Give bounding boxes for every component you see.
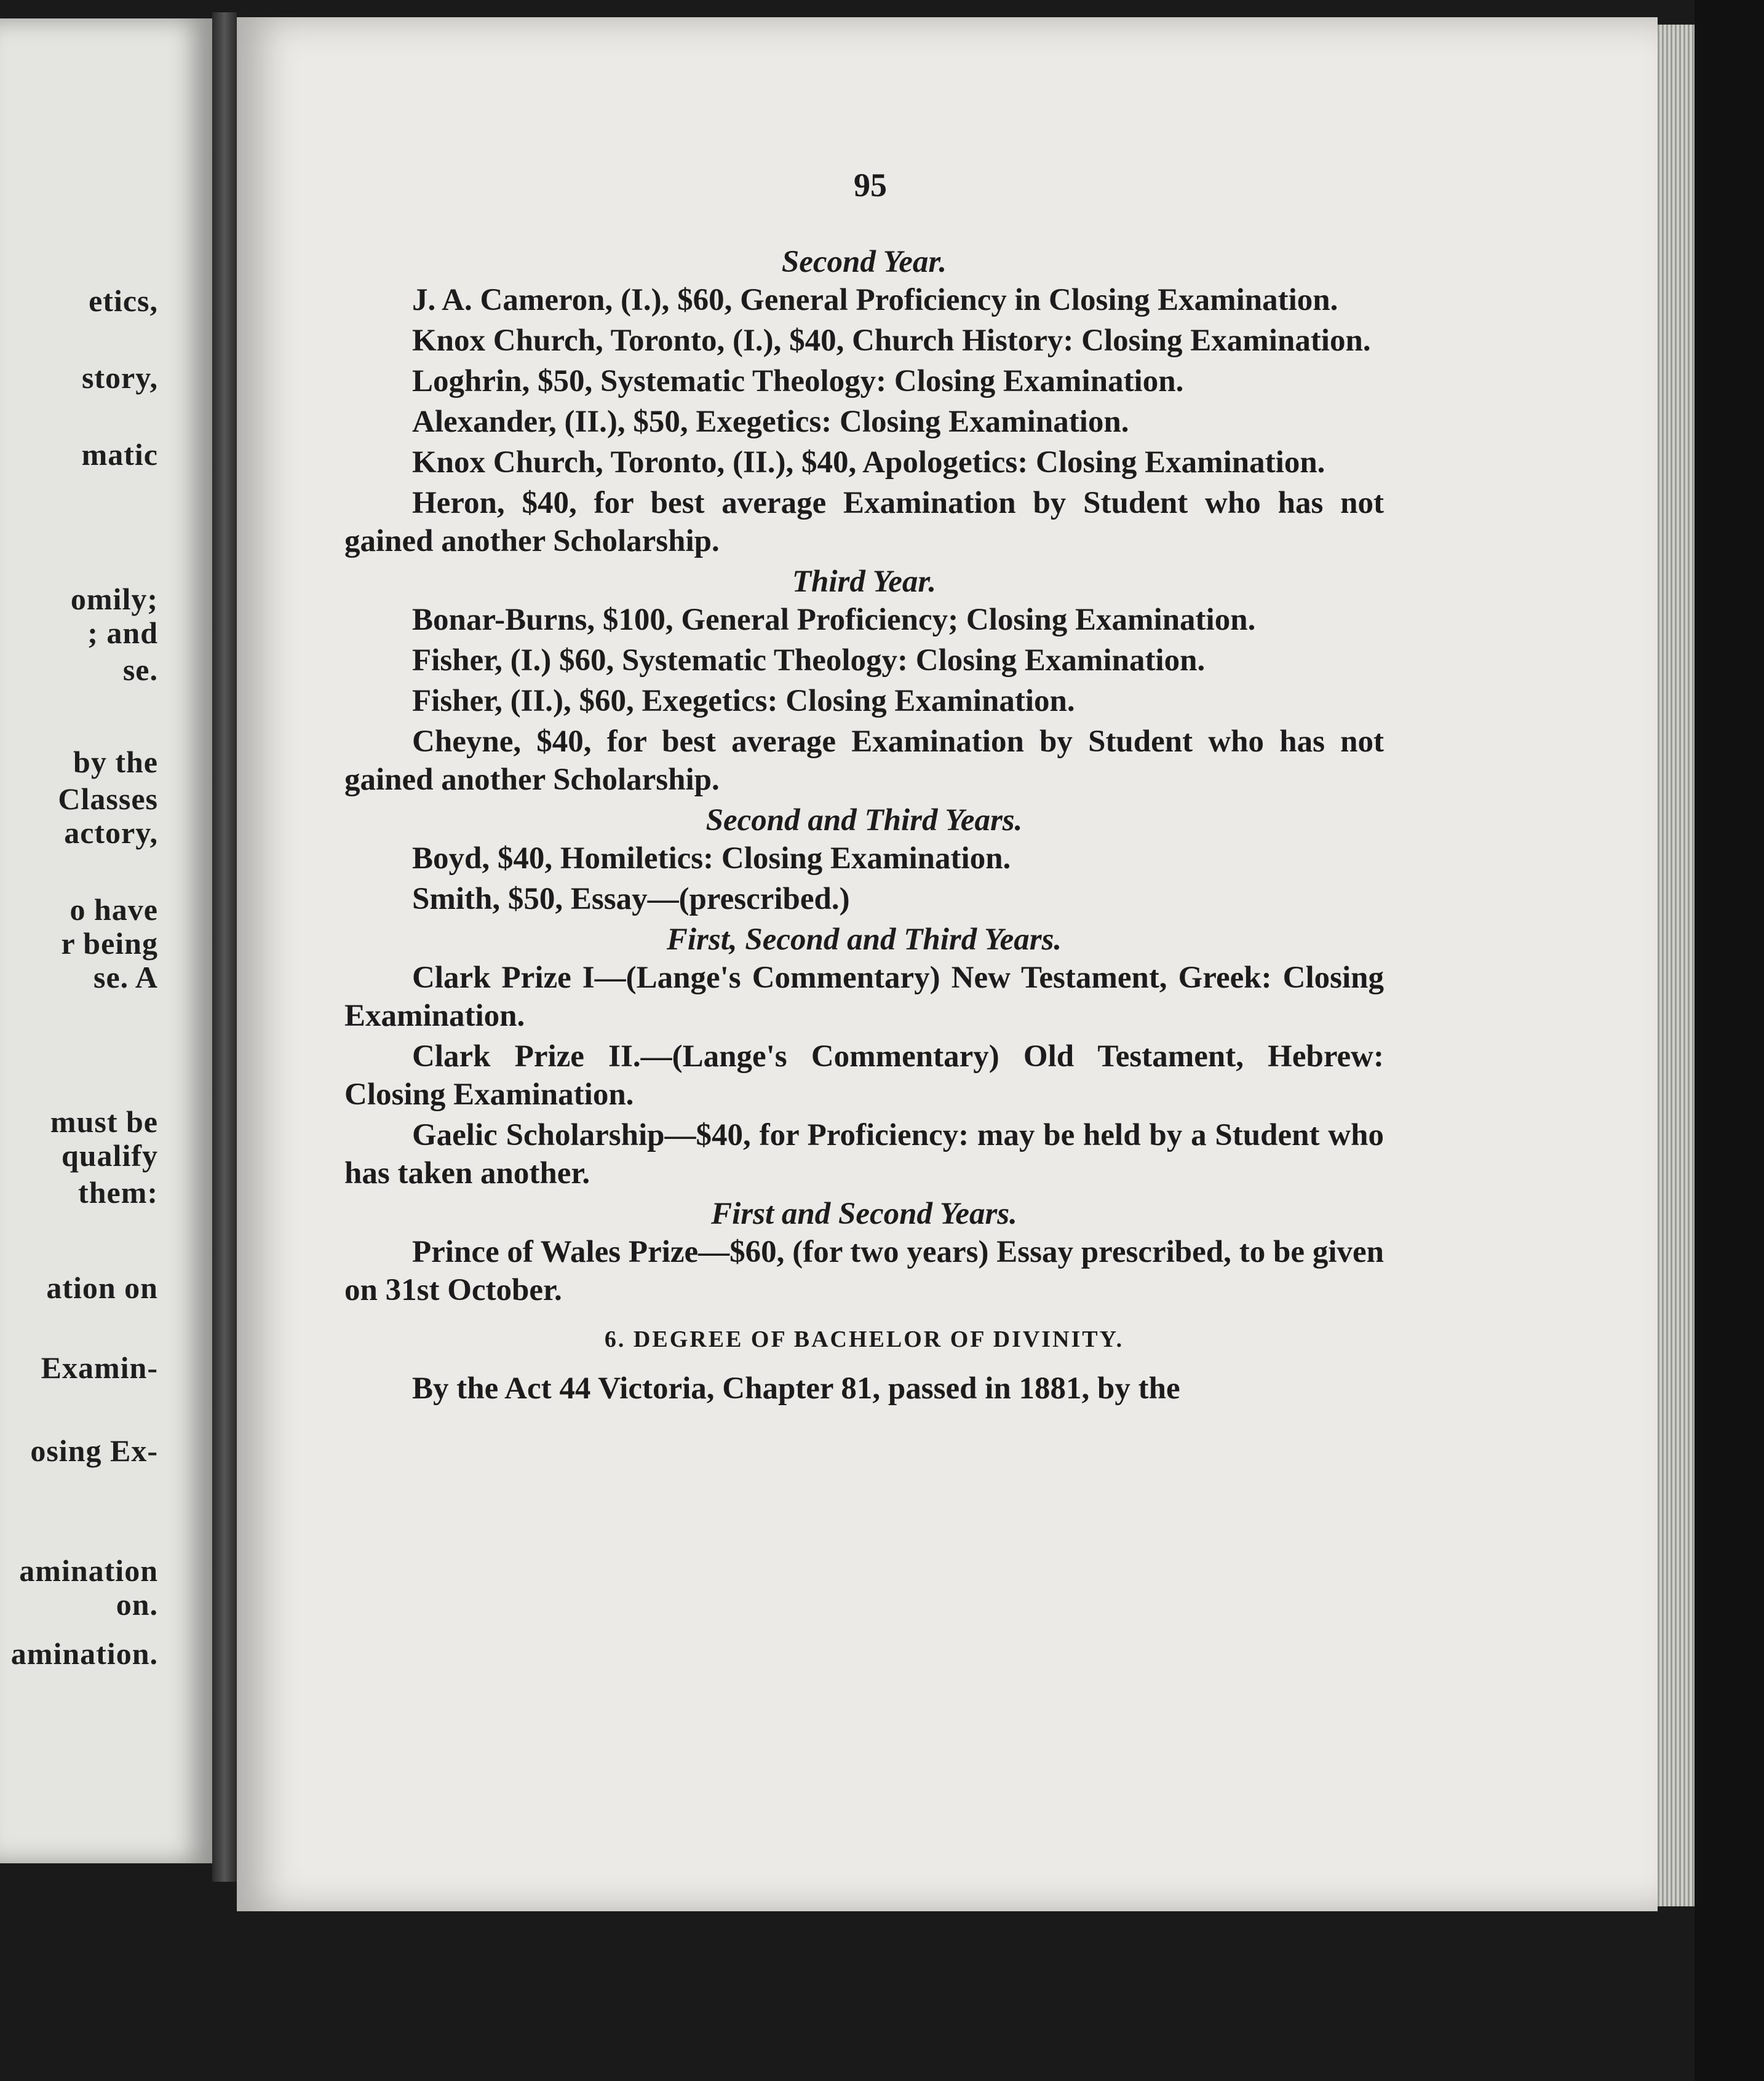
left-text-line: story, xyxy=(81,360,158,395)
scholarship-entry: Gaelic Scholarship—$40, for Proficiency: may be held by a Student who has taken another. xyxy=(344,1118,1384,1191)
left-text-line: o have xyxy=(70,892,158,927)
left-text-line: amination. xyxy=(10,1636,158,1671)
scholarship-entry: Fisher, (I.) $60, Systematic Theology: Closing Examination. xyxy=(412,643,1206,678)
scholarship-entry: Prince of Wales Prize—$60, (for two years) Essay prescribed, to be given on 31st October. xyxy=(344,1235,1384,1307)
left-text-line: actory, xyxy=(64,815,158,850)
scholarship-entry: Heron, $40, for best average Examination by Student who has not gained another Scholarship. xyxy=(344,486,1384,558)
left-text-line: ; and xyxy=(87,616,158,650)
left-text-line: must be xyxy=(50,1104,158,1139)
scholarship-entry: J. A. Cameron, (I.), $60, General Proficiency in Closing Examination. xyxy=(412,283,1338,317)
scholarship-entry: Clark Prize I—(Lange's Commentary) New Testament, Greek: Closing Examination. xyxy=(344,961,1384,1033)
scholarship-entry: Bonar-Burns, $100, General Proficiency; Closing Examination. xyxy=(412,603,1256,637)
book-gutter xyxy=(212,12,237,1882)
scholarship-entry: Alexander, (II.), $50, Exegetics: Closing Examination. xyxy=(412,405,1129,439)
degree-section-text: By the Act 44 Victoria, Chapter 81, passed in 1881, by the xyxy=(412,1371,1180,1406)
section-heading: Second and Third Years. xyxy=(705,803,1023,838)
section-heading: First and Second Years. xyxy=(711,1197,1017,1231)
left-text-line: Examin- xyxy=(41,1350,158,1385)
left-text-line: ation on xyxy=(46,1270,158,1305)
left-text-line: Classes xyxy=(58,782,158,816)
left-text-line: on. xyxy=(116,1587,158,1622)
left-text-line: se. xyxy=(122,652,158,687)
left-text-line: se. A xyxy=(93,960,158,994)
page-edges xyxy=(1658,25,1694,1906)
page-body xyxy=(344,243,1384,1410)
scholarship-entry: Boyd, $40, Homiletics: Closing Examination. xyxy=(412,841,1011,876)
left-text-line: by the xyxy=(73,745,158,779)
left-text-line: qualify xyxy=(61,1138,158,1173)
left-text-line: osing Ex- xyxy=(30,1433,158,1468)
left-facing-page xyxy=(0,18,212,1863)
scholarship-entry: Knox Church, Toronto, (I.), $40, Church History: Closing Examination. xyxy=(412,323,1371,358)
left-text-line: r being xyxy=(61,926,158,961)
scholarship-entry: Loghrin, $50, Systematic Theology: Closing Examination. xyxy=(412,364,1184,398)
left-text-line: matic xyxy=(81,437,158,472)
scholarship-entry: Cheyne, $40, for best average Examination by Student who has not gained another Scholarship. xyxy=(344,724,1384,797)
scan-border xyxy=(1694,0,1764,2081)
left-text-line: omily; xyxy=(70,582,158,616)
page-number: 95 xyxy=(854,167,887,204)
section-heading: Third Year. xyxy=(792,565,937,599)
section-heading: First, Second and Third Years. xyxy=(666,922,1062,957)
scholarship-entry: Smith, $50, Essay—(prescribed.) xyxy=(412,882,850,916)
left-text-line: them: xyxy=(78,1175,158,1210)
left-text-line: amination xyxy=(19,1553,158,1588)
scholarship-entry: Clark Prize II.—(Lange's Commentary) Old Testament, Hebrew: Closing Examination. xyxy=(344,1039,1384,1112)
left-text-line: etics, xyxy=(89,283,158,318)
degree-section-title: 6. DEGREE OF BACHELOR OF DIVINITY. xyxy=(604,1326,1124,1352)
section-heading: Second Year. xyxy=(781,245,947,279)
scholarship-entry: Fisher, (II.), $60, Exegetics: Closing Examination. xyxy=(412,684,1075,718)
scholarship-entry: Knox Church, Toronto, (II.), $40, Apologetics: Closing Examination. xyxy=(412,445,1325,480)
